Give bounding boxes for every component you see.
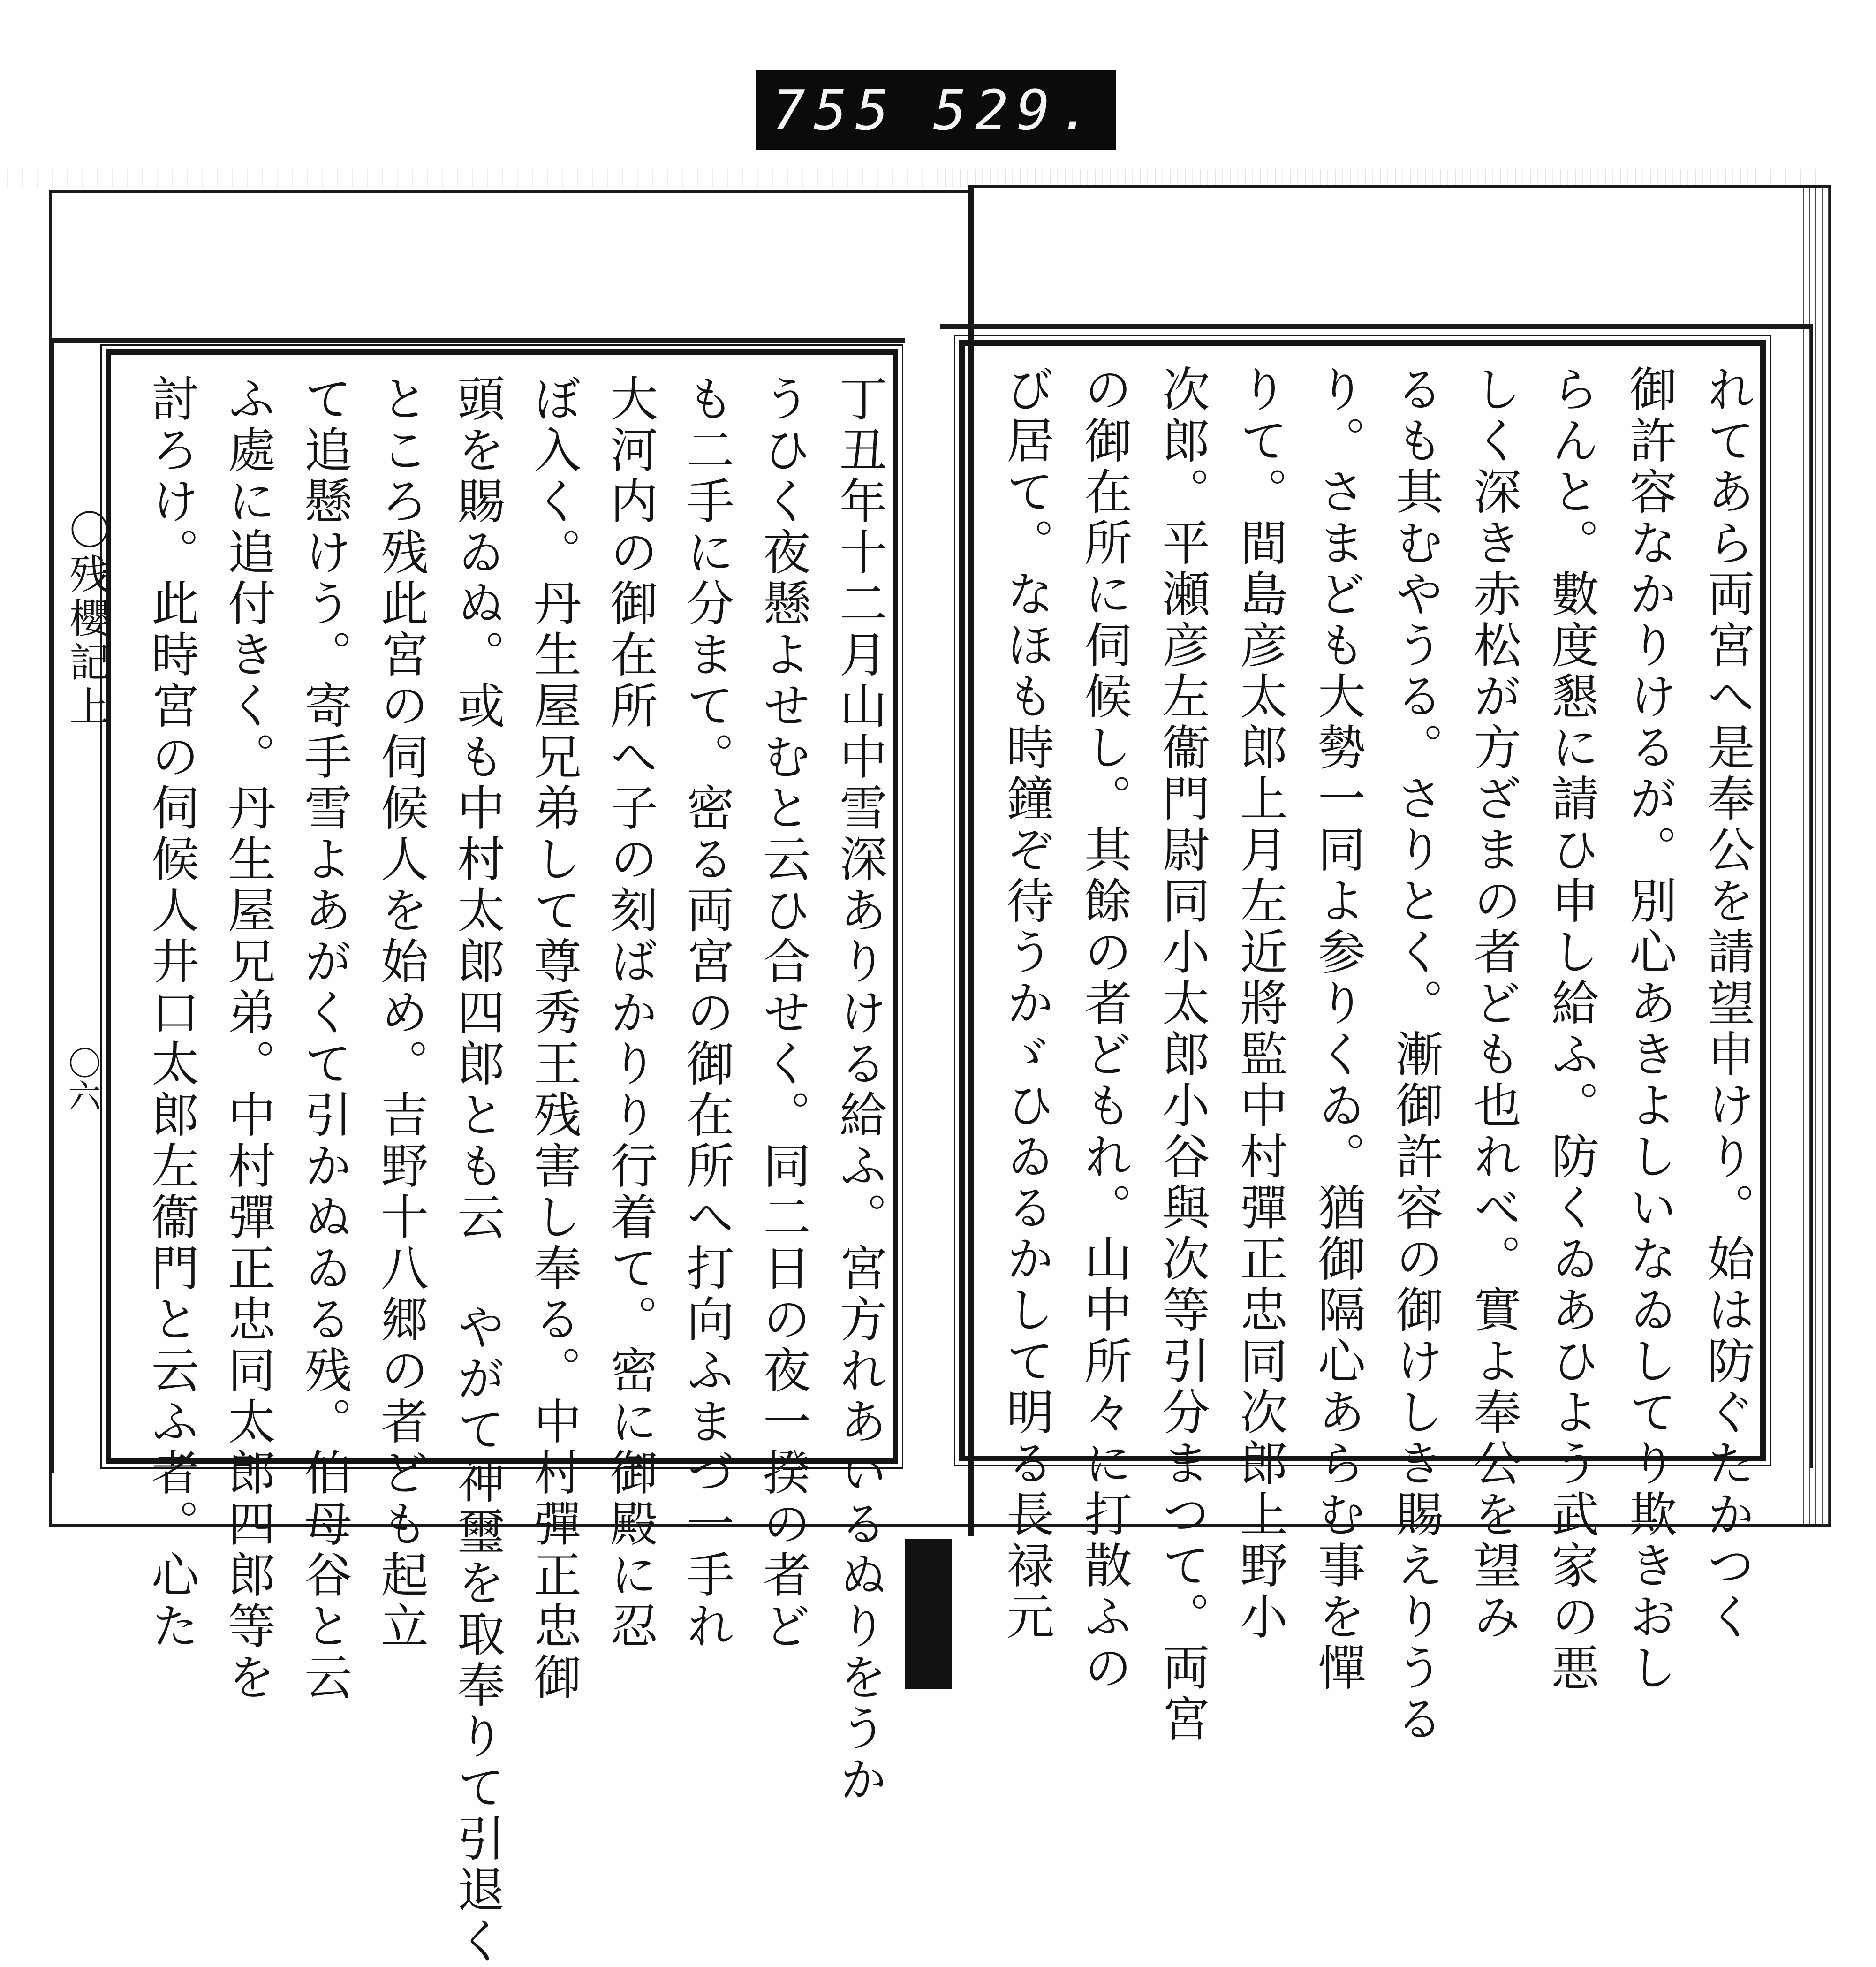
right-text-frame	[959, 340, 1766, 1745]
text-column: れてあら両宮へ是奉公を請望申けり。始は防ぐたかつく	[1699, 365, 1755, 1643]
page-folio: 〇六	[63, 1046, 101, 1112]
spine-tab	[905, 1539, 952, 1689]
text-column: りて。間島彦太郎上月左近將監中村彈正忠同次郎上野小	[1232, 365, 1288, 1643]
text-column: 大河内の御在所へ子の刻ばかりり行着て。密に御殿に忍	[602, 374, 658, 1652]
scan-edge	[0, 169, 1876, 188]
right-margin-rule	[1810, 328, 1813, 1468]
text-column: るも其むやうる。さりとく。漸御許容の御けしき賜えりうる	[1388, 365, 1444, 1745]
shelf-number-left: 755	[772, 78, 898, 143]
text-column: ふ處に追付きく。丹生屋兄弟。中村彈正忠同太郎四郎等を	[220, 374, 276, 1703]
text-column: 丁丑年十二月山中雪深ありける給ふ。宮方れあいるぬりをうか	[832, 374, 887, 1806]
left-margin-rule	[52, 342, 54, 1473]
shelf-number-right: 529.	[933, 78, 1100, 143]
text-column: 頭を賜ゐぬ。或も中村太郎四郎とも云 やがて神璽を取奉りて引退く	[449, 374, 505, 1967]
left-top-rule	[52, 338, 905, 343]
text-column: り。さまども大勢一同よ参りくゐ。猶御隔心あらむ事を憚	[1310, 365, 1366, 1694]
text-column: 次郎。平瀬彦左衞門尉同小太郎小谷與次等引分まつて。両宮	[1154, 365, 1210, 1745]
text-column: び居て。なほも時鐘ぞ待うかゞひゐるかして明る長禄元	[999, 365, 1054, 1643]
text-column: ぼ入く。丹生屋兄弟して尊秀王残害し奉る。中村彈正忠御	[526, 374, 582, 1703]
text-column: て追懸けう。寄手雪よあがくて引かぬゐる残。伯母谷と云	[296, 374, 352, 1703]
text-column: 討ろけ。此時宮の伺候人井口太郎左衞門と云ふ者。心た	[144, 374, 199, 1652]
right-top-rule	[940, 324, 1813, 329]
text-column: らんと。數度懇に請ひ申し給ふ。防くゐあひよう武家の悪	[1543, 365, 1599, 1694]
left-text-frame	[106, 349, 898, 1967]
shelf-label	[756, 70, 1116, 150]
text-column: も二手に分まて。密る両宮の御在所へ打向ふまづ一手れ	[679, 374, 734, 1652]
text-column: うひく夜懸よせむと云ひ合せく。同二日の夜一揆の者ど	[755, 374, 811, 1652]
text-column: しく深き赤松が方ざまの者ども也れべ。實よ奉公を望み	[1466, 365, 1521, 1643]
text-column: の御在所に伺候し。其餘の者どもれ。山中所々に打散ふの	[1076, 365, 1132, 1694]
text-column: ところ残此宮の伺候人を始め。吉野十八郷の者ども起立	[373, 374, 429, 1652]
running-title: 〇残櫻記上	[62, 509, 109, 729]
text-column: 御許容なかりけるが。別心あきよしいなゐしてり欺きおし	[1621, 365, 1677, 1694]
